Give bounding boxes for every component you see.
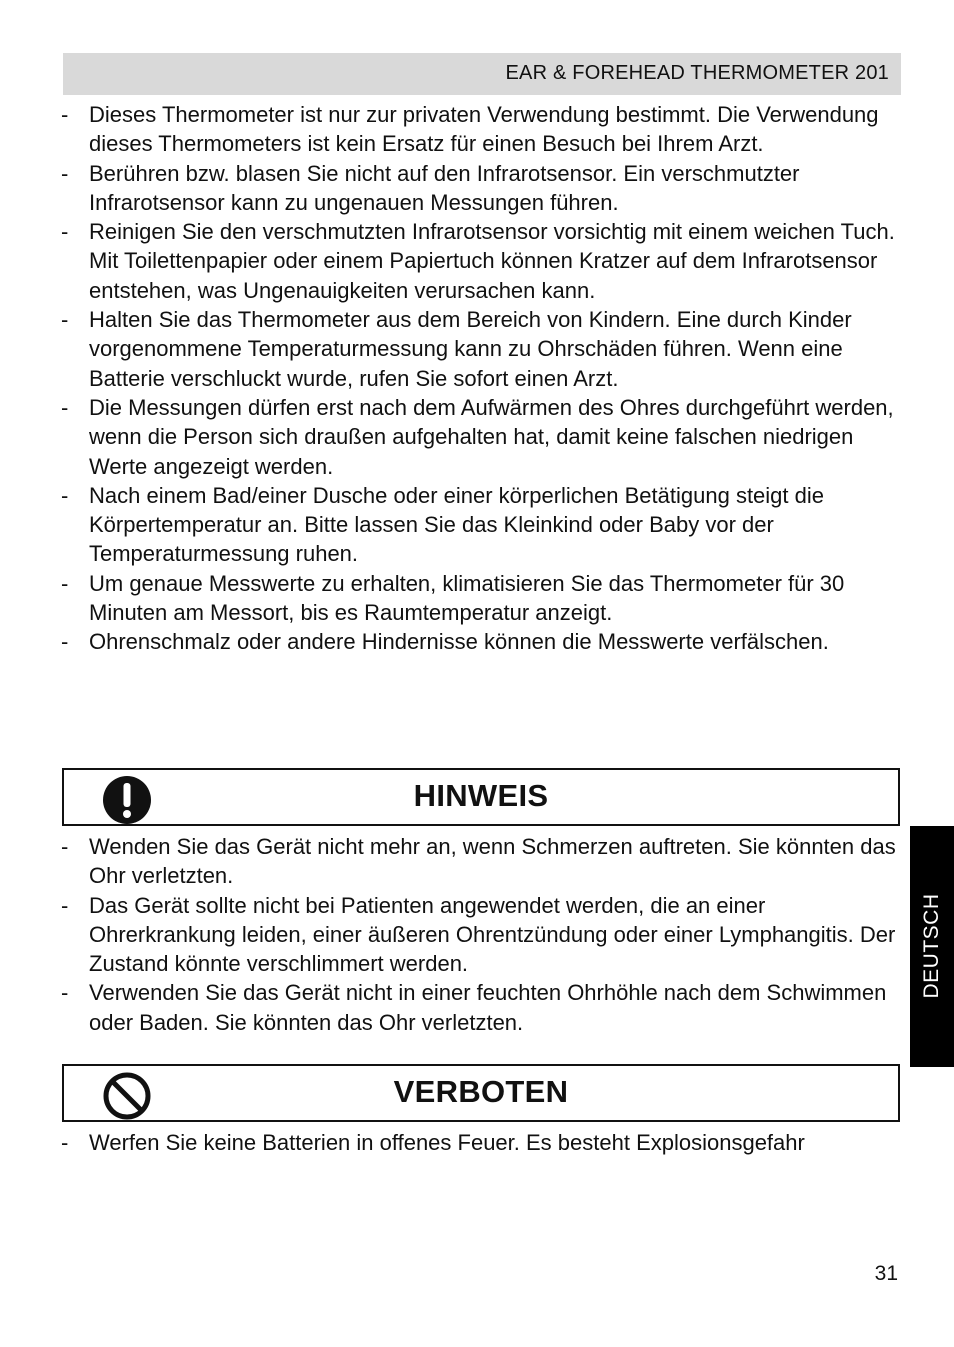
list-item <box>61 393 911 481</box>
list-item-text: Um genaue Messwerte zu erhalten, klimatisieren Sie das Thermometer für 30 Minuten am Messort, bis es Raumtemperatur anzeigt. <box>89 570 845 626</box>
list-dash: - <box>61 980 69 1006</box>
list-dash: - <box>61 307 69 333</box>
list-item-text: Reinigen Sie den verschmutzten Infrarotsensor vorsichtig mit einem weichen Tuch. Mit Toilettenpapier oder einem Papiertuch können Kratzer auf dem Infrarotsensor entstehen, was Ungenauigkeiten verursachen kann. <box>89 219 895 303</box>
list-item <box>61 100 911 159</box>
verboten-list <box>61 1128 911 1157</box>
list-item-text: Nach einem Bad/einer Dusche oder einer körperlichen Betätigung steigt die Körpertemperatur an. Bitte lassen Sie das Kleinkind oder Baby vor der Temperaturmessung ruhen. <box>89 482 824 567</box>
hinweis-heading: HINWEIS <box>413 778 549 813</box>
list-item <box>61 1128 911 1157</box>
list-item-text: Berühren bzw. blasen Sie nicht auf den Infrarotsensor. Ein verschmutzter Infrarotsensor kann zu ungenauen Messungen führen. <box>89 160 800 215</box>
list-item <box>61 978 911 1037</box>
header-bar <box>63 53 901 95</box>
list-item-text: Halten Sie das Thermometer aus dem Bereich von Kindern. Eine durch Kinder vorgenommene Temperaturmessung kann zu Ohrschäden führen. Wenn eine Batterie verschluckt wurde, rufen Sie sofort einen Arzt. <box>89 307 852 391</box>
list-item <box>61 481 911 569</box>
list-dash: - <box>61 834 69 859</box>
precautions-list <box>61 100 911 657</box>
list-dash: - <box>61 394 69 420</box>
list-item-text: Die Messungen dürfen erst nach dem Aufwärmen des Ohres durchgeführt werden, wenn die Person sich draußen aufgehalten hat, damit keine falschen niedrigen Werte angezeigt werden. <box>89 394 894 479</box>
hinweis-list <box>61 832 911 1037</box>
list-item-text: Verwenden Sie das Gerät nicht in einer feuchten Ohrhöhle nach dem Schwimmen oder Baden. Sie könnten das Ohr verletzten. <box>89 980 887 1035</box>
list-dash: - <box>61 570 69 596</box>
list-item <box>61 569 911 628</box>
list-item-text: Werfen Sie keine Batterien in offenes Feuer. Es besteht Explosionsgefahr <box>89 1130 805 1155</box>
document-title: EAR & FOREHEAD THERMOMETER 201 <box>505 62 889 84</box>
list-dash: - <box>61 892 69 918</box>
list-item <box>61 627 911 656</box>
list-item <box>61 217 911 305</box>
list-dash: - <box>61 102 69 127</box>
language-tab-label: DEUTSCH <box>920 893 943 999</box>
list-dash: - <box>61 160 69 186</box>
list-dash: - <box>61 219 69 245</box>
list-item-text: Das Gerät sollte nicht bei Patienten angewendet werden, die an einer Ohrerkrankung leiden, einer äußeren Ohrentzündung oder einer Lymphangitis. Der Zustand könnte verschlimmert werden. <box>89 892 896 977</box>
list-dash: - <box>61 482 69 508</box>
language-tab <box>910 826 954 1067</box>
list-dash: - <box>61 629 69 655</box>
list-item <box>61 305 911 393</box>
page-number: 31 <box>874 1262 898 1285</box>
list-item-text: Dieses Thermometer ist nur zur privaten Verwendung bestimmt. Die Verwendung dieses Thermometers ist kein Ersatz für einen Besuch bei Ihrem Arzt. <box>89 102 879 157</box>
list-item-text: Wenden Sie das Gerät nicht mehr an, wenn Schmerzen auftreten. Sie könnten das Ohr verletzten. <box>89 834 896 889</box>
verboten-heading: VERBOTEN <box>393 1074 569 1109</box>
list-item-text: Ohrenschmalz oder andere Hindernisse können die Messwerte verfälschen. <box>89 629 829 655</box>
list-item <box>61 891 911 979</box>
list-item <box>61 832 911 891</box>
hinweis-box <box>62 768 900 826</box>
list-item <box>61 159 911 218</box>
verboten-box <box>62 1064 900 1122</box>
list-dash: - <box>61 1130 69 1155</box>
